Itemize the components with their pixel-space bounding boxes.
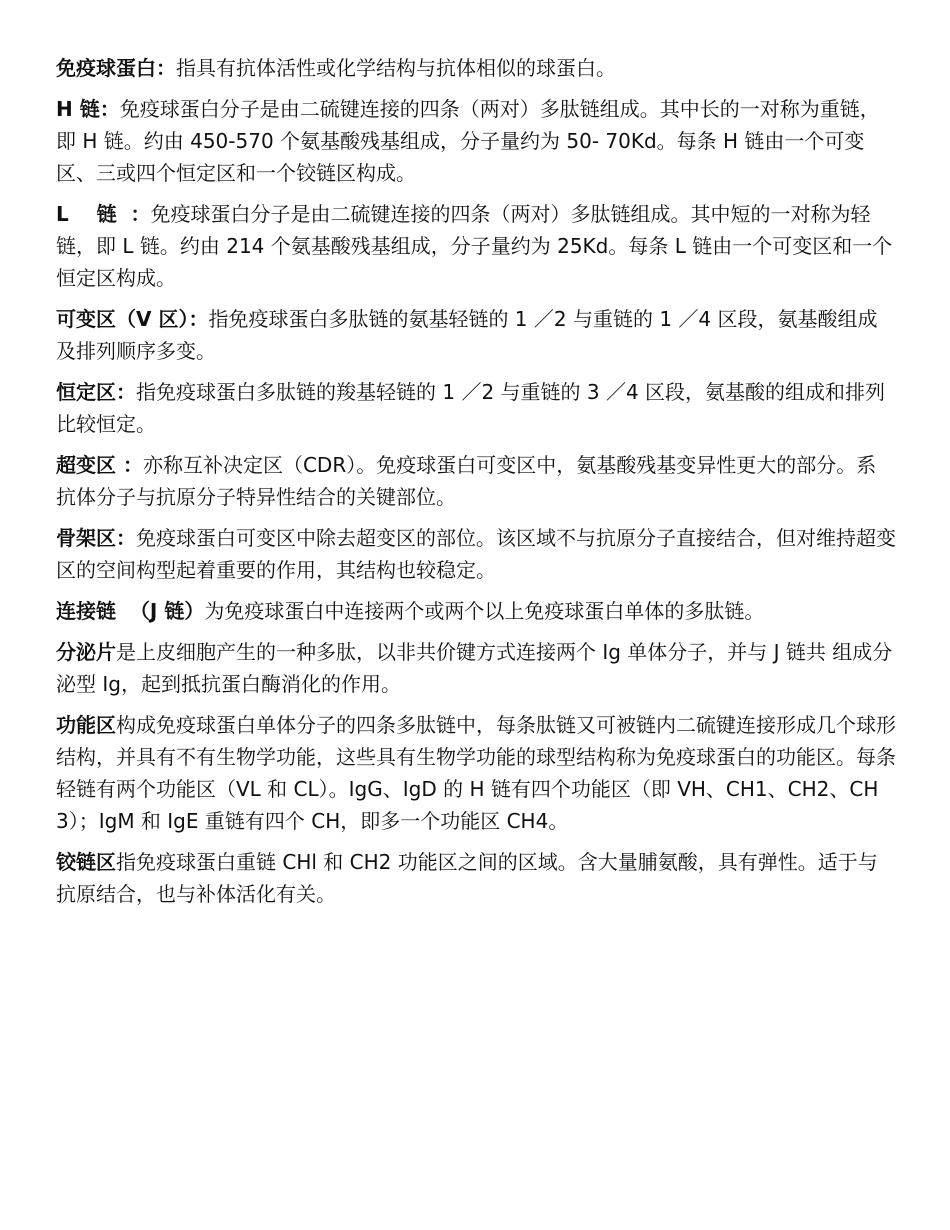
entry-term: 分泌片: [56, 640, 116, 664]
entry-variable-region: [56, 303, 896, 367]
entry-term: 功能区: [56, 713, 116, 737]
entry-constant-region: [56, 376, 896, 440]
entry-secretory-piece: [56, 636, 896, 700]
entry-term: L 链 ：: [56, 202, 151, 226]
entry-immunoglobulin: [56, 52, 896, 84]
document-page: [56, 52, 896, 919]
entry-definition: 免疫球蛋白分子是由二硫键连接的四条（两对）多肽链组成。其中长的一对称为重链，即 H 链。约由 450-570 个氨基酸残基组成，分子量约为 50- 70Kd。每条 H 链由一个可变区、三或四个恒定区和一个铰链区构成。: [56, 97, 880, 185]
entry-term: 恒定区：: [56, 380, 136, 404]
entry-definition: 构成免疫球蛋白单体分子的四条多肽链中，每条肽链又可被链内二硫键连接形成几个球形结构，并具有不有生物学功能，这些具有生物学功能的球型结构称为免疫球蛋白的功能区。每条轻链有两个功能区（VL 和 CL）。IgG、IgD 的 H 链有四个功能区（即 VH、CH1、CH2、CH3）；IgM 和 IgE 重链有四个 CH，即多一个功能区 CH4。: [56, 713, 896, 833]
entry-definition: 是上皮细胞产生的一种多肽，以非共价键方式连接两个 Ig 单体分子，并与 J 链共 组成分泌型 Ig，起到抵抗蛋白酶消化的作用。: [56, 640, 893, 696]
entry-h-chain: [56, 93, 896, 189]
entry-term: 连接链 （J 链）: [56, 599, 205, 623]
entry-term: H 链：: [56, 97, 120, 121]
entry-definition: 指免疫球蛋白多肽链的羧基轻链的 1 ／2 与重链的 3 ／4 区段，氨基酸的组成和排列比较恒定。: [56, 380, 886, 436]
entry-definition: 指免疫球蛋白多肽链的氨基轻链的 1 ／2 与重链的 1 ／4 区段，氨基酸组成及排列顺序多变。: [56, 307, 878, 363]
entry-definition: 指具有抗体活性或化学结构与抗体相似的球蛋白。: [176, 56, 616, 80]
entry-l-chain: [56, 198, 896, 294]
entry-term: 免疫球蛋白：: [56, 56, 176, 80]
entry-term: 骨架区：: [56, 526, 136, 550]
entry-term: 超变区 ：: [56, 453, 143, 477]
entry-j-chain: [56, 595, 896, 627]
entry-hinge-region: [56, 846, 896, 910]
entry-hypervariable-region: [56, 449, 896, 513]
entry-domain: [56, 709, 896, 837]
entry-definition: 亦称互补决定区（CDR）。免疫球蛋白可变区中，氨基酸残基变异性更大的部分。系抗体分子与抗原分子特异性结合的关键部位。: [56, 453, 877, 509]
entry-definition: 为免疫球蛋白中连接两个或两个以上免疫球蛋白单体的多肽链。: [204, 599, 765, 623]
entry-term: 铰链区: [56, 850, 116, 874]
entry-definition: 免疫球蛋白可变区中除去超变区的部位。该区域不与抗原分子直接结合，但对维持超变区的空间构型起着重要的作用，其结构也较稳定。: [56, 526, 896, 582]
entry-term: 可变区（V 区）：: [56, 307, 209, 331]
entry-framework-region: [56, 522, 896, 586]
entry-definition: 免疫球蛋白分子是由二硫键连接的四条（两对）多肽链组成。其中短的一对称为轻链，即 L 链。约由 214 个氨基酸残基组成，分子量约为 25Kd。每条 L 链由一个可变区和一个恒定区构成。: [56, 202, 893, 290]
entry-definition: 指免疫球蛋白重链 CHl 和 CH2 功能区之间的区域。含大量脯氨酸，具有弹性。适于与抗原结合，也与补体活化有关。: [56, 850, 878, 906]
